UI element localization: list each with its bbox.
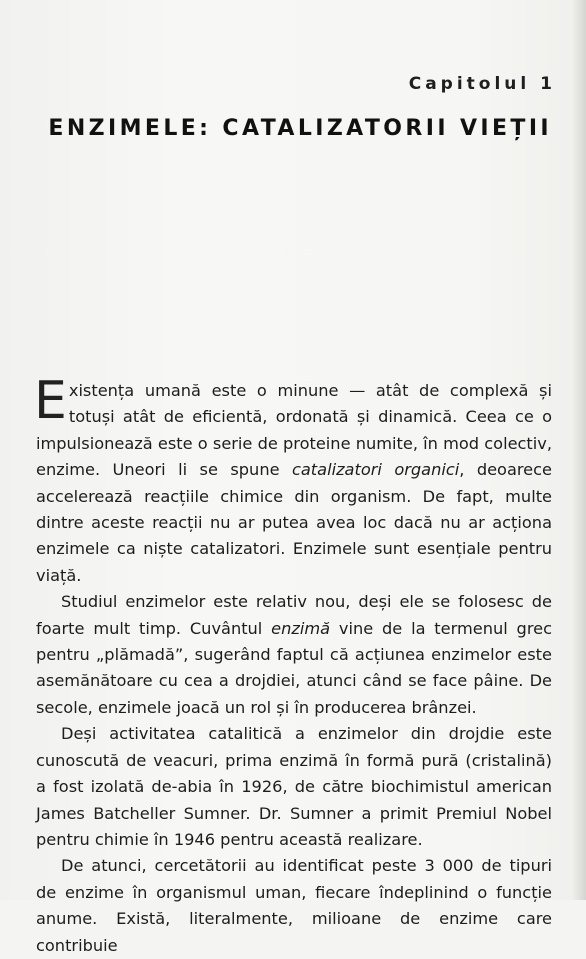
chapter-title: ENZIMELE: CATALIZATORII VIEȚII [48, 116, 552, 141]
paragraph-4 [36, 853, 552, 959]
paragraph-text: vine de la termenul grec pentru „plămadă”, sugerând faptul că acțiunea enzimelor este asemănătoare cu cea a drojdiei, atunci când se face pâine. De secole, enzimele joacă un rol și în producerea brânzei. [36, 618, 552, 717]
paragraph-1 [34, 371, 552, 589]
paragraph-text: , deoarece accelerează reacțiile chimice din organism. De fapt, multe dintre aceste reacții nu ar putea avea loc dacă nu ar acționa enzimele ca niște catalizatori. Enzimele sunt esențiale pentru viață. [36, 460, 552, 585]
paragraph-3 [36, 721, 552, 853]
body-text [34, 371, 552, 959]
chapter-label: Capitolul 1 [408, 74, 556, 94]
paragraph-text: Deși activitatea catalitică a enzimelor din drojdie este cunoscută de veacuri, prima enzimă în formă pură (cristalină) a fost izolată de-abia în 1926, de către biochimistul american James Batcheller Sumner. Dr. Sumner a primit Premiul Nobel pentru chimie în 1946 pentru această realizare. [36, 724, 552, 849]
paragraph-italic-term: catalizatori organici [291, 460, 460, 480]
drop-cap: E [34, 371, 67, 431]
paragraph-2 [36, 589, 552, 721]
paragraph-text: xistența umană este o minune — atât de complexă și totuși atât de eficientă, ordonată și dinamică. Ceea ce o impulsionează este o serie de proteine numite, în mod colectiv, enzime. Uneori li se spune [36, 381, 552, 480]
page-edge-shadow [572, 0, 586, 900]
paragraph-text: Studiul enzimelor este relativ nou, deși ele se folosesc de foarte mult timp. Cuvântul [36, 592, 552, 638]
paragraph-italic-term: enzimă [271, 618, 331, 638]
paragraph-text: De atunci, cercetătorii au identificat peste 3 000 de tipuri de enzime în organismul uman, fiecare îndeplinind o funcție anume. Există, literalmente, milioane de enzime care contribuie [36, 856, 552, 955]
